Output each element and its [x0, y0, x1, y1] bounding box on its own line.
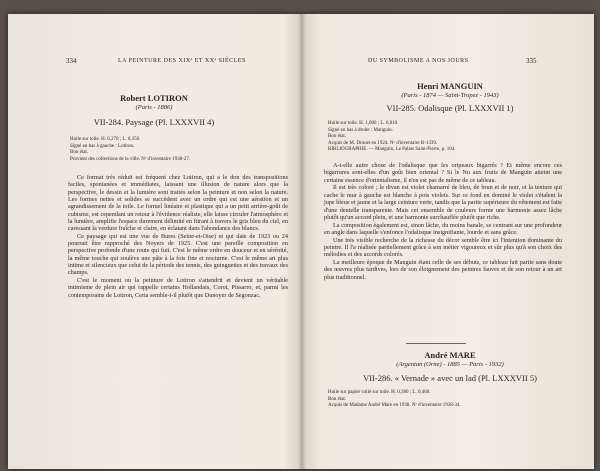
- metadata-line: BIBLIOGRAPHIE. — Manguin, Le Palais Saint-Pierre, p. 104.: [328, 147, 456, 153]
- paragraph: Ce format très réduit est fréquent chez Lotiron, qui a le don des transpositions faciles, spontanées et immédiates, laissant une illusion de nature alors que la perspective, le dessin et la lumière sont traités selon la peinture et non selon la nature. Les formes nettes et solides se succèdent avec un ordre qui est une aération et un agrandissement de la toile. Le formel linéaire et plastique qui a un petit arrière-goût de cubisme, est cependant un retour à l'évidence réaliste, elle laisse circuler l'atmosphère et la lumière, amplifie l'espace durement délimité en fitrant à travers le gris bleu du ciel, en caressant la verdure fraîche et claire, en éclatant dans l'abondance des blancs.: [68, 174, 288, 233]
- metadata-line: Bon état.: [328, 396, 347, 402]
- entry-title: VII-284. Paysage (Pl. LXXXVII 4): [93, 117, 215, 127]
- artist-dates: (Paris - 1874 — Saint-Tropez - 1943): [401, 92, 499, 99]
- page-number: 335: [526, 57, 537, 65]
- page-number: 334: [66, 57, 77, 65]
- section-divider: [406, 343, 466, 344]
- paragraph: A-t-elle autre chose de l'odalisque que les oripeaux bigarrés ? Et même encore ces bigarrures sont-elles d'un goût bien oriental ? Si le Nu aux fruits de Manguin atteint une certaine essence d'orientalisme, il n'en est pas de même de ce tableau.: [324, 162, 562, 184]
- metadata-line: Huile sur papier collé sur toile. H. 0,380 ; L. 0,460.: [328, 390, 431, 395]
- metadata-line: Bon état.: [70, 150, 89, 156]
- paragraph: Il est très coloré ; le divan est violet chamarré de bleu, de brun et de noir, et la tenture qui cache le mur à gauche est blanche à pois violets. Sur ce fond en dominé le violet s'étalent la jupe bleue et jaune et la large ceinture verte, tandis que la partie supérieure du vêtement est faite d'une dentelle transparente. Mais cet ensemble de couleurs forme une harmonie assez lâche plutôt qu'un accord plein, et une harmonie surchauffée plutôt que riche.: [324, 184, 562, 222]
- metadata-line: Acquis de Madame André Mare en 1938. Nᵒ d'inventaire 1938-34.: [328, 403, 461, 409]
- artist-name: André MARE: [424, 350, 476, 360]
- running-head: DU SYMBOLISME A NOS JOURS: [368, 58, 469, 64]
- metadata-line: Signé en bas à gauche : Lotiron.: [70, 143, 135, 149]
- artist-name: Henri MANGUIN: [417, 81, 483, 91]
- metadata-line: Huile sur toile. H. 0,270 ; L. 0,350.: [70, 137, 141, 142]
- artist-dates: (Paris - 1886): [135, 104, 173, 111]
- metadata-line: Bon état.: [328, 134, 347, 140]
- body-text: [68, 174, 288, 299]
- running-head: LA PEINTURE DES XIXᵉ ET XXᵉ SIÈCLES: [118, 58, 246, 64]
- entry-title: VII-286. « Vernade » avec un lad (Pl. LXXXVII 5): [363, 373, 537, 383]
- paragraph: Ce paysage qui est une vue de Bures (Seine-et-Oise) et qui date de 1923 ou 24 pourrait être rapproché des Noyers de 1925. C'est une pareille composition en perspective profonde d'une route qui fuit. C'est le même ordre en douceur et en sérénité, la même touche qui soulève une pâte à la fois fine et nocturne. C'est le même art plus intime et silencieux que celui de la période des tennis, des guinguettes et des travaux des champs.: [68, 232, 288, 277]
- artwork-metadata: [70, 137, 290, 163]
- artwork-metadata: [328, 390, 578, 410]
- paragraph: Une très visible recherche de la richesse du décor semble être ici l'intention dominante du peintre. Il l'a réalisée partiellement grâce à son métier vigoureux et sûr plus qu'à son choix des mélodies et des accords colorés.: [324, 236, 562, 259]
- paragraph: La composition également est, sinon lâche, du moins banale, se centrant sur une profondeur en angle dans laquelle s'enfonce l'odalisque insignifiante, lourde et sans grâce.: [324, 221, 562, 237]
- paragraph: C'est le moment où la peinture de Lotiron s'attendrit et devient un véritable intimisme de plein air qui rappelle certains Hollandais, Corot, Pissarro, et, parmi les contemporains de Lotiron, Ceria semble-t-il plutôt que Dunoyer de Segonzac.: [68, 276, 288, 299]
- right-page: [306, 14, 594, 469]
- entry-title: VII-285. Odalisque (Pl. LXXXVII 1): [386, 103, 514, 113]
- body-text: [324, 162, 562, 281]
- metadata-line: Signé en bas à droite : Manguin.: [328, 127, 393, 133]
- left-page: [8, 14, 300, 469]
- metadata-line: Provient des collections de la ville. Nᵒ d'inventaire 1938-27.: [70, 156, 191, 162]
- book-spread: [8, 14, 594, 469]
- paragraph: La meilleure époque de Manguin étant celle de ses débuts, ce tableau fait partie sans doute des œuvres plus tardives, lors de son éloignement des peintres fauves et de son retour à un art plus traditionnel.: [324, 258, 562, 281]
- metadata-line: Acquis de M. Drouet en 1924. Nᵒ d'inventaire B-1339.: [328, 140, 438, 146]
- artist-name: Robert LOTIRON: [120, 93, 188, 103]
- artist-dates: (Argentan (Orne) - 1885 — Paris - 1932): [396, 361, 504, 368]
- artwork-metadata: [328, 121, 568, 154]
- metadata-line: Huile sur toile. H. 1,000 ; L. 0,810.: [328, 121, 399, 126]
